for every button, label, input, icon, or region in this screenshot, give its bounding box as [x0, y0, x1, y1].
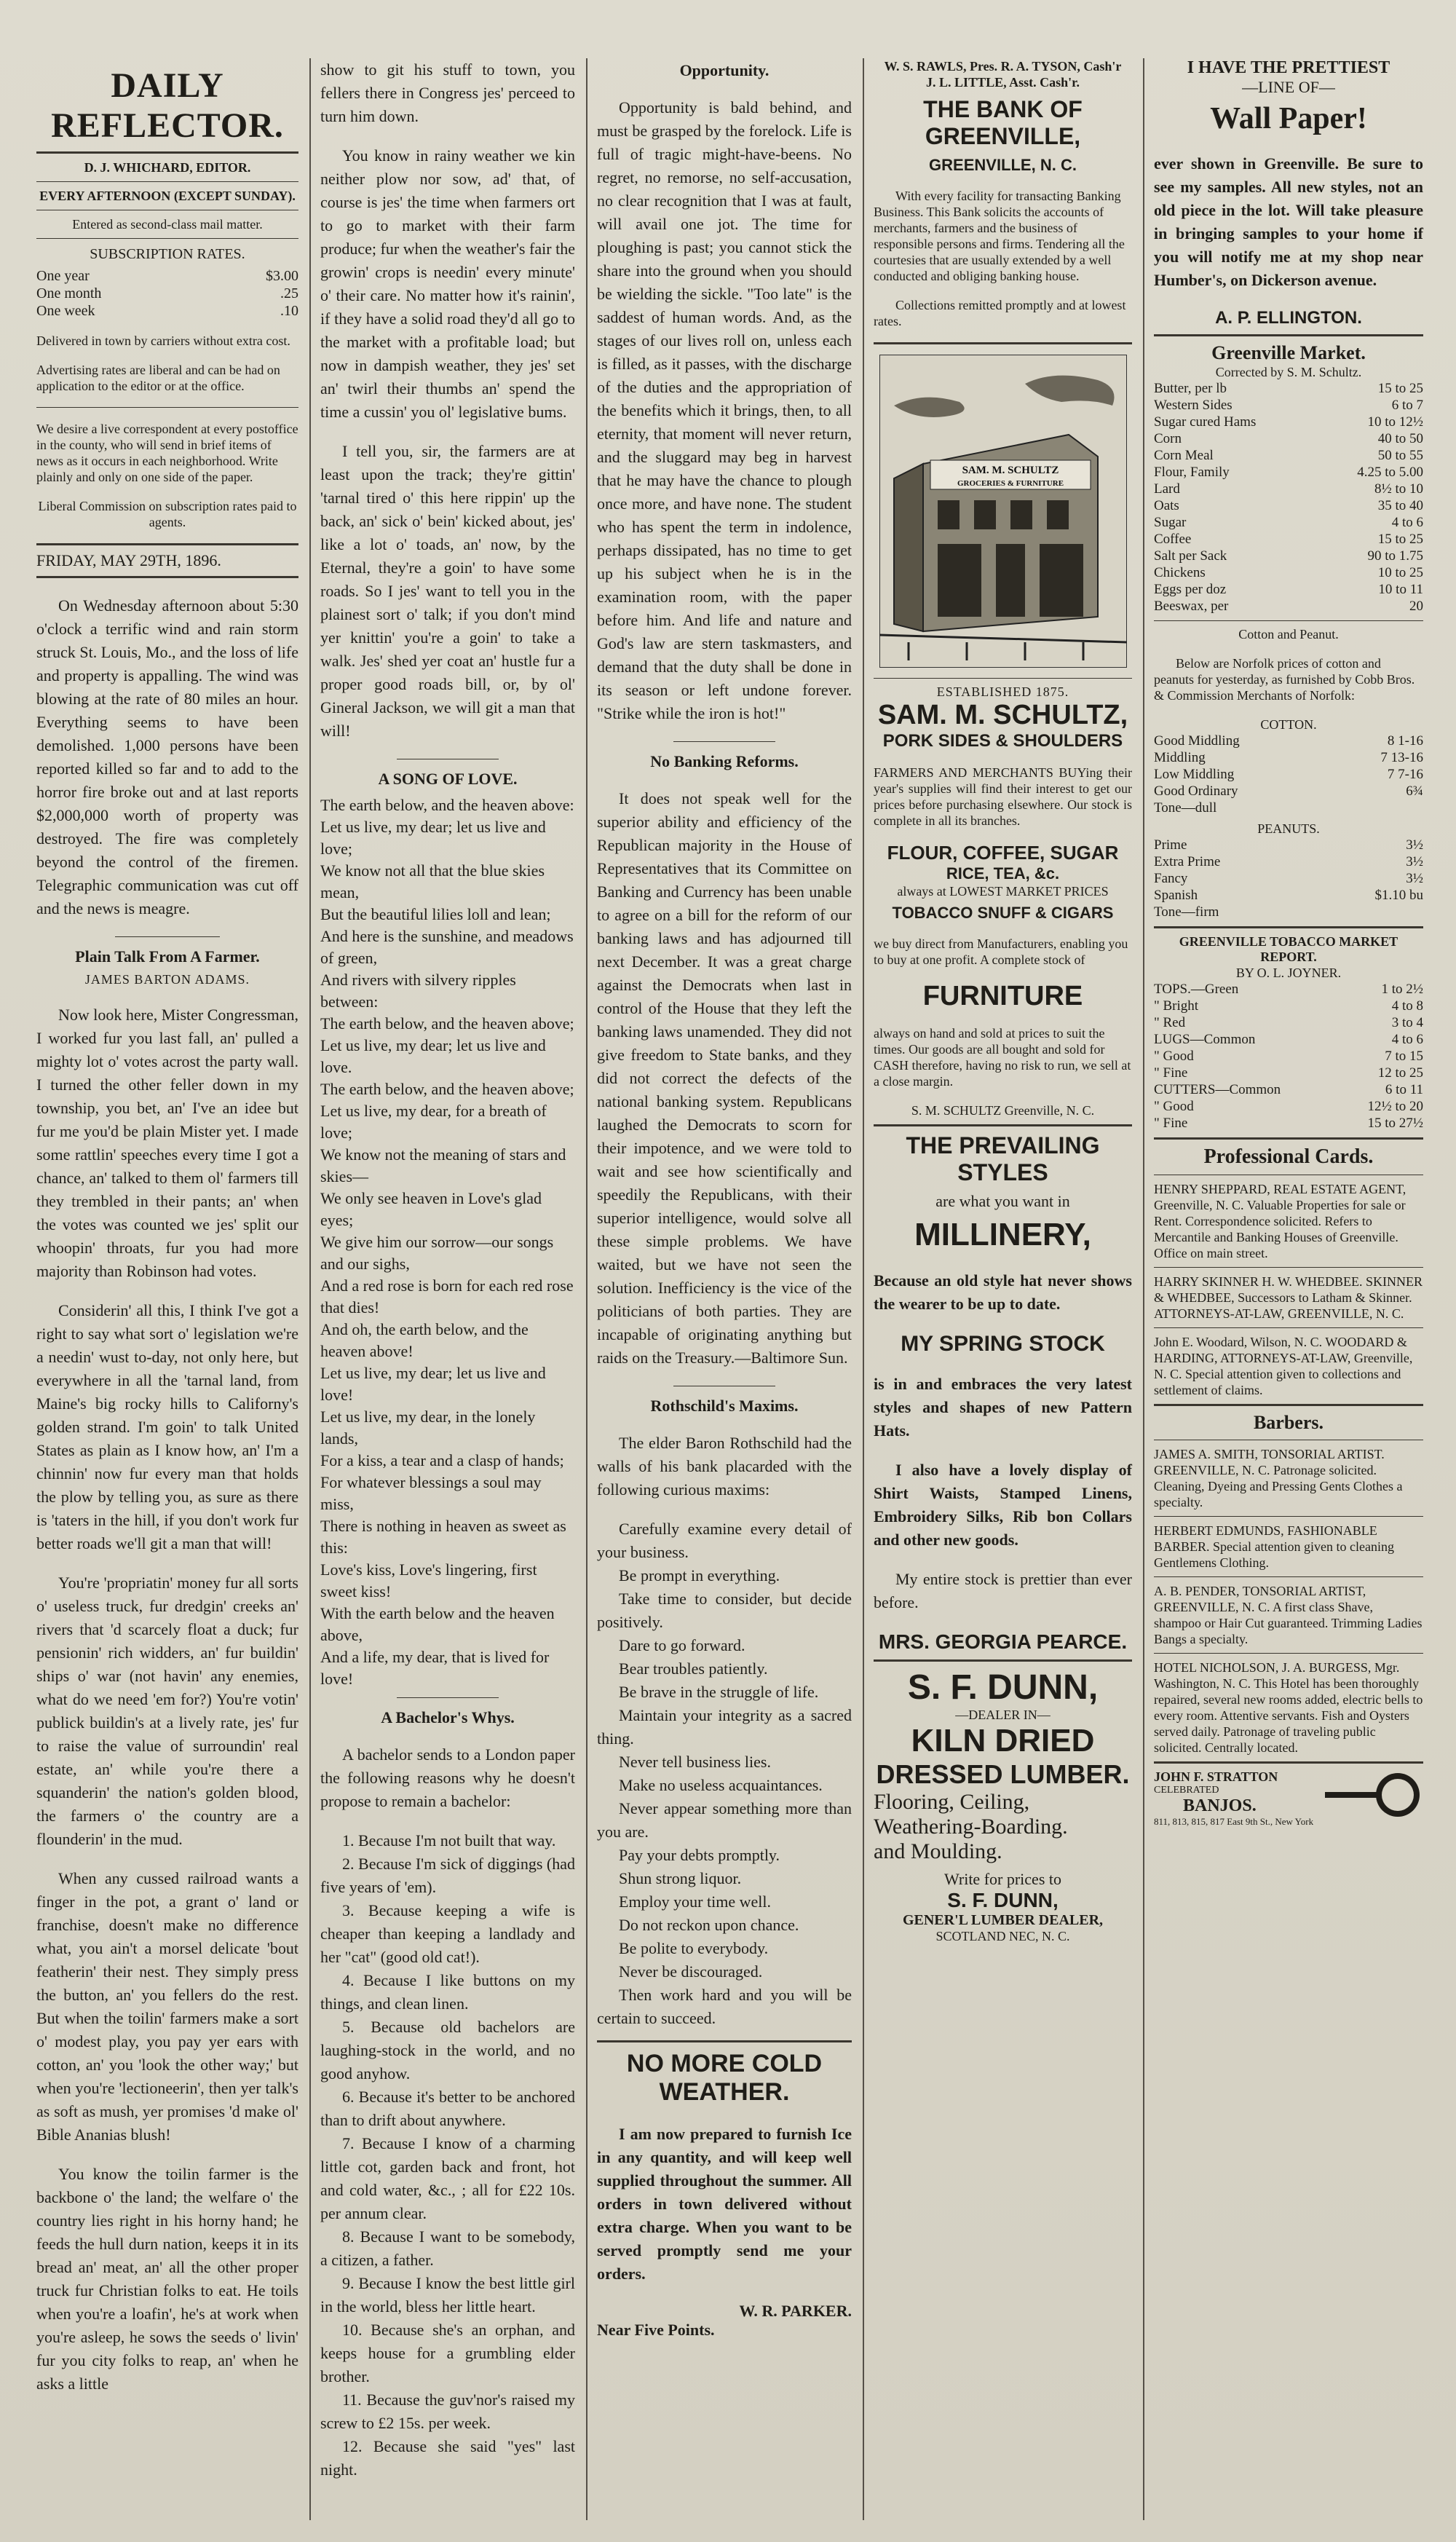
column-3: [590, 58, 859, 2520]
column-rule: [586, 58, 587, 2520]
price-value: 3½: [1406, 871, 1423, 886]
maxim-item: Dare to go forward.: [619, 1636, 745, 1654]
column-rule: [309, 58, 311, 2520]
card-woodard: John E. Woodard, Wilson, N. C. WOODARD & HARDING, ATTORNEYS-AT-LAW, Greenville, N. C. Special attention given to collections and settlement of claims.: [1154, 1335, 1413, 1397]
price-item: Low Middling: [1154, 767, 1235, 782]
cotton-headline: Cotton and Peanut.: [1238, 627, 1339, 642]
price-item: Butter, per lb: [1154, 381, 1227, 396]
price-value: 35 to 40: [1377, 498, 1423, 513]
card-smith: JAMES A. SMITH, TONSORIAL ARTIST. GREENVILLE, N. C. Patronage solicited. Cleaning, Dyeing and Pressing Gents Clothes a specialty.: [1154, 1447, 1403, 1509]
poem-line: We know not all that the blue skies mean,: [320, 861, 545, 901]
market-corrected-by: Corrected by S. M. Schultz.: [1215, 365, 1362, 379]
rate-row: One year $3.00: [36, 268, 298, 284]
bachelor-reason: 2. Because I'm sick of diggings (had five years of 'em).: [320, 1855, 575, 1896]
price-value: 1 to 2½: [1381, 982, 1423, 997]
styles-sub: are what you want in: [935, 1192, 1070, 1210]
price-item: Eggs per doz: [1154, 582, 1227, 597]
poem-line: For a kiss, a tear and a clasp of hands;: [320, 1451, 564, 1469]
price-row: [1154, 733, 1423, 749]
poem-line: The earth below, and the heaven above;: [320, 1080, 574, 1098]
rate-row: One month .25: [36, 285, 298, 301]
correspondent-note: We desire a live correspondent at every postoffice in the county, who will send in brief items of news as it occurs in each neighborhood. Write plainly and only on one side of the paper.: [36, 422, 298, 484]
moulding: and Moulding.: [874, 1839, 1002, 1863]
price-row: [1154, 837, 1423, 853]
price-item: Extra Prime: [1154, 854, 1221, 869]
column-1: [29, 58, 306, 2520]
price-item: CUTTERS—Common: [1154, 1082, 1281, 1097]
lumber-dealer: GENER'L LUMBER DEALER,: [902, 1912, 1104, 1928]
price-value: 8½ to 10: [1374, 481, 1423, 497]
bachelor-intro: A bachelor sends to a London paper the following reasons why he doesn't propose to remain a bachelor:: [320, 1745, 575, 1810]
price-row: [1154, 397, 1423, 414]
maxim-item: Carefully examine every detail of your business.: [597, 1520, 852, 1561]
price-row: [1154, 749, 1423, 766]
poem-line: Let us live, my dear, for a breath of love;: [320, 1102, 547, 1142]
price-value: 40 to 50: [1377, 431, 1423, 446]
editor-line: D. J. WHICHARD, EDITOR.: [84, 160, 251, 175]
price-row: [1154, 1081, 1423, 1098]
price-value: 8 1-16: [1387, 733, 1423, 749]
price-item: Middling: [1154, 750, 1206, 765]
rate-row: One week .10: [36, 303, 298, 319]
price-row: [1154, 1014, 1423, 1031]
price-item: Corn Meal: [1154, 448, 1214, 463]
bank-collections: Collections remitted promptly and at lowest rates.: [874, 298, 1126, 328]
commission-note: Liberal Commission on subscription rates paid to agents.: [38, 499, 297, 529]
wallpaper-body: ever shown in Greenville. Be sure to see my samples. All new styles, not an old piece in the lot. Will take pleasure in bringing samples to your home if you will notify me at my shop near Humber's, on Dickerson avenue.: [1154, 154, 1423, 289]
professional-headline: Professional Cards.: [1203, 1145, 1374, 1168]
poem-line: Let us live, my dear; let us live and love;: [320, 818, 546, 858]
price-row: [1154, 564, 1423, 581]
price-value: 15 to 27½: [1367, 1116, 1423, 1131]
price-row: [1154, 783, 1423, 800]
bachelor-reason: 5. Because old bachelors are laughing-stock in the world, and no good anyhow.: [320, 2018, 575, 2083]
price-item: " Red: [1154, 1015, 1186, 1030]
price-value: 10 to 25: [1377, 565, 1423, 580]
cotton-note: Below are Norfolk prices of cotton and peanuts for yesterday, as furnished by Cobb Bros. & Commission Merchants of Norfolk:: [1154, 656, 1415, 703]
flooring: Flooring, Ceiling,: [874, 1790, 1030, 1814]
bachelor-reason: 9. Because I know the best little girl in the world, bless her little heart.: [320, 2274, 575, 2316]
price-value: 6¾: [1406, 783, 1423, 799]
ice-headline: NO MORE COLD WEATHER.: [626, 2050, 823, 2106]
bachelor-reason: 1. Because I'm not built that way.: [342, 1831, 556, 1850]
cotton-label: COTTON.: [1260, 717, 1317, 732]
poem-line: The earth below, and the heaven above;: [320, 1014, 574, 1033]
price-item: Fancy: [1154, 871, 1188, 886]
display-body: I also have a lovely display of Shirt Waists, Stamped Linens, Embroidery Silks, Rib bon Collars and other new goods.: [874, 1461, 1132, 1549]
peanut-label: PEANUTS.: [1257, 821, 1320, 836]
schultz-rice: RICE, TEA, &c.: [946, 864, 1060, 883]
price-row: [1154, 430, 1423, 447]
column-4: [866, 58, 1139, 2520]
poem-line: Let us live, my dear; let us live and love!: [320, 1364, 546, 1404]
maxim-item: Be brave in the struggle of life.: [619, 1683, 819, 1701]
ice-location: Near Five Points.: [597, 2321, 715, 2339]
bachelor-reason: 4. Because I like buttons on my things, and clean linen.: [320, 1971, 575, 2013]
kiln-dried: KILN DRIED: [911, 1723, 1095, 1759]
price-value: $1.10 bu: [1374, 888, 1423, 903]
bachelor-list: [320, 1829, 575, 2482]
tobacco-by: BY O. L. JOYNER.: [1235, 966, 1342, 980]
poem-line: There is nothing in heaven as sweet as this:: [320, 1517, 566, 1557]
price-row: [1154, 481, 1423, 497]
price-item: LUGS—Common: [1154, 1032, 1256, 1047]
bank-city: GREENVILLE, N. C.: [929, 156, 1077, 174]
price-row: [1154, 1098, 1423, 1115]
price-item: Tone—dull: [1154, 800, 1217, 816]
dunn-name-2: S. F. DUNN,: [947, 1889, 1059, 1911]
delivery-note: Delivered in town by carriers without extra cost.: [36, 333, 290, 348]
price-item: Good Ordinary: [1154, 783, 1238, 799]
scotland-neck: SCOTLAND NEC, N. C.: [935, 1929, 1070, 1943]
poem-line: We only see heaven in Love's glad eyes;: [320, 1189, 542, 1229]
price-value: 3 to 4: [1391, 1015, 1423, 1030]
price-item: " Fine: [1154, 1065, 1188, 1081]
wallpaper-line-2: —LINE OF—: [1242, 78, 1335, 96]
price-row: [1154, 998, 1423, 1014]
banjo-ad: [1154, 1769, 1423, 1850]
song-poem: [320, 794, 575, 1690]
column-rule: [1143, 58, 1144, 2520]
price-item: Chickens: [1154, 565, 1206, 580]
storm-article: On Wednesday afternoon about 5:30 o'clock a terrific wind and rain storm struck St. Louis, Mo., and the loss of life and property is appalling. The wind was blowing at the rate of 80 miles an hour. Everything seems to have been demolished. 1,000 persons have been reported killed so far and to add to the horror fire broke out and at last reports $2,000,000 worth of property was destroyed. The fire was completely beyond the control of the firemen. Telegraphic communication was cut off and the news is meagre.: [36, 596, 298, 917]
schultz-buy: we buy direct from Manufacturers, enabling you to buy at one profit. A complete stock of: [874, 936, 1128, 967]
price-value: 3½: [1406, 854, 1423, 869]
store-sign-sub: GROCERIES & FURNITURE: [957, 479, 1064, 488]
bank-officers: J. L. LITTLE, Asst. Cash'r.: [926, 75, 1080, 90]
price-value: 7 7-16: [1387, 767, 1423, 782]
pearce-name: MRS. GEORGIA PEARCE.: [878, 1630, 1128, 1653]
established: ESTABLISHED 1875.: [936, 684, 1069, 699]
tobacco-list: [1154, 981, 1423, 1132]
bank-officers: W. S. RAWLS, Pres. R. A. TYSON, Cash'r: [884, 59, 1122, 74]
schultz-tobacco: TOBACCO SNUFF & CIGARS: [892, 904, 1114, 922]
price-value: 4 to 8: [1391, 998, 1423, 1014]
price-row: [1154, 1115, 1423, 1132]
poem-line: We give him our sorrow—our songs and our sighs,: [320, 1233, 554, 1273]
column-5: [1147, 58, 1431, 2520]
bachelor-reason: 12. Because she said "yes" last night.: [320, 2437, 575, 2479]
column-2: [313, 58, 582, 2520]
poem-line: We know not the meaning of stars and skies—: [320, 1145, 566, 1185]
poem-line: Love's kiss, Love's lingering, first sweet kiss!: [320, 1560, 537, 1600]
price-item: Prime: [1154, 837, 1187, 853]
schultz-flour: FLOUR, COFFEE, SUGAR: [887, 842, 1119, 864]
schultz-name: SAM. M. SCHULTZ,: [877, 700, 1128, 730]
rates-list: [36, 267, 298, 320]
farmer-paragraph: When any cussed railroad wants a finger in the pot, a grant o' land or franchise, doesn't make no difference what, you ain't a morsel delicate 'bout featherin' their nest. They simply press the button, an' you fellers do the rest. But when the toilin' farmers make a sort o' modest play, you pay yer ears with cotton, an' you 'look the other way;' but when you're 'lectioneerin', then yer talk's as soft as mush, yer promises 'd make ol' Bible Ananias blush!: [36, 1869, 298, 2144]
peanut-list: [1154, 837, 1423, 920]
maxim-item: Pay your debts promptly.: [619, 1846, 780, 1864]
weathering: Weathering-Boarding.: [874, 1815, 1068, 1839]
rothschild-intro: The elder Baron Rothschild had the walls of his bank placarded with the following curious maxims:: [597, 1434, 852, 1499]
stratton-celebrated: CELEBRATED: [1154, 1785, 1219, 1796]
maxim-item: Then work hard and you will be certain to succeed.: [597, 1986, 852, 2027]
dressed-lumber: DRESSED LUMBER.: [876, 1759, 1130, 1789]
price-item: Spanish: [1154, 888, 1198, 903]
price-row: [1154, 464, 1423, 481]
price-value: 90 to 1.75: [1367, 548, 1423, 564]
price-row: [1154, 414, 1423, 430]
price-row: [1154, 853, 1423, 870]
price-item: TOPS.—Green: [1154, 982, 1239, 997]
wallpaper-line-1: I HAVE THE PRETTIEST: [1187, 58, 1390, 77]
poem-line: But the beautiful lilies loll and lean;: [320, 905, 551, 923]
price-row: [1154, 598, 1423, 615]
schultz-body: FARMERS AND MERCHANTS BUYing their year's supplies will find their interest to get our prices before purchasing elsewhere. Our stock is complete in all its branches.: [874, 765, 1132, 828]
poem-line: For whatever blessings a soul may miss,: [320, 1473, 542, 1513]
price-item: Good Middling: [1154, 733, 1240, 749]
bachelor-reason: 10. Because she's an orphan, and keeps house for a grumbling elder brother.: [320, 2321, 575, 2385]
ellington-name: A. P. ELLINGTON.: [1215, 308, 1362, 328]
price-item: Lard: [1154, 481, 1180, 497]
schultz-signature: S. M. SCHULTZ Greenville, N. C.: [911, 1103, 1095, 1118]
price-row: [1154, 1065, 1423, 1081]
farmer-paragraph: You're 'propriatin' money fur all sorts o' useless truck, fur dredgin' creeks an' rivers that 'd scarcely float a duck; fur pensionin' rich widders, an' fur buildin' ships o' war (not havin' any enemies, what do we need 'em for?) You're votin' publick buildin's at a lively rate, jes' fur to raise the value of surroundin' real estate, an' while you're there a squanderin' the nation's golden blood, the farmers o' the country are a flounderin' in the mud.: [36, 1574, 298, 1848]
spring-stock: MY SPRING STOCK: [901, 1332, 1105, 1356]
opportunity-article: Opportunity is bald behind, and must be grasped by the forelock. Life is full of tragic might-have-beens. No regret, no remorse, no self-accusation, no clear recognition that I was at fault, will avail one jot. The time for ploughing is past; you cannot stick the share into the ground when you should be wielding the sickle. "Too late" is the saddest of human words. And, as the stages of our lives roll on, unless each is filled, as it passes, with the discharge of the duties and the appropriation of the benefits which it brings, then, to all eternity, that moment will never return, and the sluggard may beg in harvest that he may have the chance to plough once more, and have none. The student who has spent the term in indolence, perhaps dissipated, has no time to get up his subject when he is in the examination room, with the paper before him. And life and nature and God's law are stern taskmasters, and demand that the duty shall be done in its season or left undone forever. "Strike while the iron is hot!": [597, 98, 852, 722]
price-row: [1154, 766, 1423, 783]
bachelor-reason: 8. Because I want to be somebody, a citizen, a father.: [320, 2227, 575, 2269]
wallpaper-headline: Wall Paper!: [1210, 102, 1367, 135]
store-sign: SAM. M. SCHULTZ: [962, 465, 1059, 476]
maxim-item: Be prompt in everything.: [619, 1566, 780, 1584]
price-value: 10 to 12½: [1367, 414, 1423, 430]
price-row: [1154, 800, 1423, 816]
card-hotel: HOTEL NICHOLSON, J. A. BURGESS, Mgr. Washington, N. C. This Hotel has been thoroughly repaired, several new rooms added, electric bells to every room. Attentive servants. Fish and Oysters served daily. Patronage of traveling public solicited. Centrally located.: [1154, 1660, 1423, 1755]
price-value: 7 to 15: [1385, 1049, 1423, 1064]
maxim-item: Take time to consider, but decide positively.: [597, 1590, 852, 1631]
price-row: [1154, 380, 1423, 397]
price-row: [1154, 531, 1423, 548]
card-pender: A. B. PENDER, TONSORIAL ARTIST, GREENVILLE, N. C. A first class Shave, shampoo or Hair Cut guaranteed. Trimming Ladies Bangs a specialty.: [1154, 1584, 1423, 1646]
millinery: MILLINERY,: [914, 1217, 1091, 1252]
dateline: FRIDAY, MAY 29TH, 1896.: [36, 551, 221, 569]
maxim-item: Never tell business lies.: [619, 1753, 771, 1771]
price-row: [1154, 981, 1423, 998]
maxim-item: Do not reckon upon chance.: [619, 1916, 799, 1934]
price-row: [1154, 548, 1423, 564]
maxim-item: Maintain your integrity as a sacred thing.: [597, 1706, 852, 1748]
price-row: [1154, 1048, 1423, 1065]
price-item: Beeswax, per: [1154, 599, 1229, 614]
banking-article: It does not speak well for the superior ability and efficiency of the Republican majority in the House of Representatives that its Committee on Banking and Currency has been unable to agree on a bill for the reform of our banking laws and has adjourned till next December. It was a great charge against the Democrats when last in control of the House that they left the banking laws unamended. They did not give freedom to State banks, and they did not correct the defects of the national banking system. Republicans laughed the Democrats to scorn for their impotence, and we were told to wait and see how scientifically and speedily the Republicans, with their superior intelligence, would solve all these simple problems. We have waited, but we have not seen the solution. Inefficiency is the vice of the politicians of both parties. They are incapable of originating anything but raids on the Treasury.—Baltimore Sun.: [597, 789, 852, 1367]
price-value: 15 to 25: [1377, 532, 1423, 547]
price-item: Salt per Sack: [1154, 548, 1227, 564]
schultz-pork: PORK SIDES & SHOULDERS: [882, 731, 1123, 751]
price-value: 15 to 25: [1377, 381, 1423, 396]
farmer-byline: JAMES BARTON ADAMS.: [84, 972, 250, 987]
barbers-headline: Barbers.: [1253, 1412, 1324, 1433]
price-item: Sugar cured Hams: [1154, 414, 1257, 430]
banjo-icon: [1321, 1769, 1423, 1820]
advertising-note: Advertising rates are liberal and can be had on application to the editor or at the office.: [36, 363, 280, 393]
dealer-in: —DEALER IN—: [955, 1708, 1051, 1722]
market-list: [1154, 380, 1423, 615]
price-item: Tone—firm: [1154, 904, 1219, 920]
price-item: Oats: [1154, 498, 1179, 513]
farmer-paragraph: Considerin' all this, I think I've got a right to say what sort o' legislation we're a needin' wust to-day, not only here, but everywhere in all the 'tarnal land, from Maine's big rocky hills to Californy's golden strand. I'm goin' to talk United States as plain as I know how, an' I'm a chinnin' now fur every man that holds the plow by telling you, as sure as there is 'taters in the hill, if you don't work fur better roads we'll git a man that will!: [36, 1301, 298, 1552]
bachelor-reason: 3. Because keeping a wife is cheaper than keeping a landlady and her "cat" (good old cat!).: [320, 1901, 575, 1966]
bank-name: THE BANK OF GREENVILLE,: [923, 96, 1083, 149]
rothschild-headline: Rothschild's Maxims.: [650, 1397, 799, 1415]
column-rule: [863, 58, 864, 2520]
price-value: 12 to 25: [1377, 1065, 1423, 1081]
card-sheppard: HENRY SHEPPARD, REAL ESTATE AGENT, Greenville, N. C. Valuable Properties for sale or Rent. Correspondence solicited. Refers to Mercantile and Banking Houses of Greenville. Office on main street.: [1154, 1182, 1406, 1260]
price-row: [1154, 887, 1423, 904]
poem-line: The earth below, and the heaven above:: [320, 796, 574, 814]
bachelor-reason: 11. Because the guv'nor's raised my screw to £2 15s. per week.: [320, 2391, 575, 2432]
price-row: [1154, 1031, 1423, 1048]
masthead-title: DAILY REFLECTOR.: [51, 66, 284, 145]
farmer-paragraph: I tell you, sir, the farmers are at least upon the track; they're gittin' 'tarnal tired o' this here rippin' up the back, an' sick o' bein' kicked about, jes' like a lot o' toads, an' now, by the Eternal, they're a goin' to have some roads. So I jes' want to tell you in the plainest sort o' talk; if you don't mind yer knittin' you're a goin' to take a walk. Jes' shed yer coat an' hustle fur a proper good roads bill, or, by ol' Gineral Jackson, we will git a man that will!: [320, 442, 575, 740]
poem-line: And here is the sunshine, and meadows of green,: [320, 927, 574, 967]
rates-title: SUBSCRIPTION RATES.: [90, 246, 245, 262]
poem-line: And a life, my dear, that is lived for love!: [320, 1648, 550, 1688]
price-value: 4.25 to 5.00: [1357, 465, 1423, 480]
price-item: " Bright: [1154, 998, 1199, 1014]
styles-headline: THE PREVAILING STYLES: [906, 1132, 1100, 1185]
millinery-body: Because an old style hat never shows the wearer to be up to date.: [874, 1271, 1132, 1313]
cotton-list: [1154, 733, 1423, 816]
maxim-item: Bear troubles patiently.: [619, 1659, 768, 1678]
price-value: 12½ to 20: [1367, 1099, 1423, 1114]
price-value: 6 to 11: [1385, 1082, 1423, 1097]
schultz-low: always at LOWEST MARKET PRICES: [897, 884, 1109, 899]
bachelor-reason: 7. Because I know of a charming little cot, garden back and front, hot and cold water, &c., ; all for £22 10s. per annum clear.: [320, 2134, 575, 2222]
opportunity-headline: Opportunity.: [679, 61, 769, 79]
price-row: [1154, 581, 1423, 598]
price-value: 4 to 6: [1391, 1032, 1423, 1047]
schultz-furniture-body: always on hand and sold at prices to suit the times. Our goods are all bought and sold for CASH therefore, having no risk to run, we sell at a close margin.: [874, 1026, 1131, 1089]
maxim-item: Be polite to everybody.: [619, 1939, 769, 1957]
farmer-paragraph: You know the toilin farmer is the backbone o' the land; the welfare o' the country lies right in his horny hand; he feeds the hull durn nation, keeps it in its bread an' meat, an' all the other proper truck fur Christian folks to eat. He toils when you're a loafin', he's at work when you're asleep, he sows the seeds o' livin' fur you city folks to reap, an' when he asks a little: [36, 2165, 298, 2393]
farmer-headline: Plain Talk From A Farmer.: [75, 947, 260, 966]
price-item: " Good: [1154, 1099, 1194, 1114]
maxims-list: [597, 1517, 852, 2030]
price-item: Sugar: [1154, 515, 1187, 530]
card-skinner: HARRY SKINNER H. W. WHEDBEE. SKINNER & WHEDBEE, Successors to Latham & Skinner. ATTORNEYS-AT-LAW, GREENVILLE, N. C.: [1154, 1274, 1423, 1321]
price-value: 50 to 55: [1377, 448, 1423, 463]
poem-line: Let us live, my dear, in the lonely lands,: [320, 1408, 536, 1448]
bachelor-headline: A Bachelor's Whys.: [381, 1708, 515, 1726]
maxim-item: Shun strong liquor.: [619, 1869, 742, 1887]
dunn-name: S. F. DUNN,: [907, 1668, 1099, 1707]
poem-line: Let us live, my dear; let us live and love.: [320, 1036, 546, 1076]
entered-line: Entered as second-class mail matter.: [72, 217, 263, 232]
card-edmunds: HERBERT EDMUNDS, FASHIONABLE BARBER. Special attention given to cleaning Gentlemens Clothing.: [1154, 1523, 1394, 1570]
price-row: [1154, 870, 1423, 887]
market-headline: Greenville Market.: [1211, 342, 1366, 363]
banking-headline: No Banking Reforms.: [650, 752, 799, 770]
poem-line: And a red rose is born for each red rose that dies!: [320, 1276, 574, 1317]
tobacco-headline: GREENVILLE TOBACCO MARKET REPORT.: [1179, 934, 1398, 964]
price-value: 20: [1409, 599, 1423, 614]
stratton-banjos: BANJOS.: [1183, 1796, 1257, 1815]
maxim-item: Make no useless acquaintances.: [619, 1776, 823, 1794]
price-row: [1154, 447, 1423, 464]
price-value: 4 to 6: [1391, 515, 1423, 530]
bachelor-reason: 6. Because it's better to be anchored than to drift about anywhere.: [320, 2088, 575, 2129]
maxim-item: Never be discouraged.: [619, 1962, 763, 1981]
stratton-address: 811, 813, 815, 817 East 9th St., New York: [1154, 1816, 1314, 1827]
price-item: Western Sides: [1154, 398, 1233, 413]
price-item: Flour, Family: [1154, 465, 1230, 480]
price-row: [1154, 514, 1423, 531]
song-headline: A SONG OF LOVE.: [378, 770, 518, 788]
price-value: 10 to 11: [1378, 582, 1423, 597]
poem-line: And rivers with silvery ripples between:: [320, 971, 516, 1011]
write-for-prices: Write for prices to: [944, 1870, 1061, 1888]
maxim-item: Never appear something more than you are.: [597, 1799, 852, 1841]
price-item: Coffee: [1154, 532, 1192, 547]
maxim-item: Employ your time well.: [619, 1892, 771, 1911]
prettier-body: My entire stock is prettier than ever before.: [874, 1570, 1132, 1611]
poem-line: With the earth below and the heaven above,: [320, 1604, 555, 1644]
farmer-continued: show to git his stuff to town, you fellers there in Congress jes' perceed to turn him down.: [320, 60, 575, 125]
store-engraving: [879, 355, 1127, 668]
price-row: [1154, 904, 1423, 920]
price-value: 3½: [1406, 837, 1423, 853]
bank-body: With every facility for transacting Banking Business. This Bank solicits the accounts of merchants, farmers and the business of responsible persons and firms. Tendering all the courtesies that are usually extended by a well conducted and obliging banking house.: [874, 189, 1125, 283]
stratton-name: JOHN F. STRATTON: [1154, 1769, 1278, 1784]
price-item: " Good: [1154, 1049, 1194, 1064]
farmer-paragraph: You know in rainy weather we kin neither plow nor sow, ad' that, of course is jes' the time when farmers ort to go to market with their farm produce; fur when the weather's fair the growin' crops is needin' every minute' o' their care. No matter how it's rainin', if they have a solid road they'd all go to the market with a profitable load; but now in dampish weather, they jes' set an' twirl their thumbs an' spend the time a cussin' you ol' legislative bums.: [320, 146, 575, 421]
price-item: Corn: [1154, 431, 1182, 446]
price-row: [1154, 497, 1423, 514]
price-value: 7 13-16: [1380, 750, 1423, 765]
ice-signature: W. R. PARKER.: [739, 2302, 852, 2320]
farmer-paragraph: Now look here, Mister Congressman, I worked fur you last fall, an' pulled a mighty lot o' votes acrost the party wall. I turned the other feller down in my township, you bet, an' I've an idee but fur me you'd be plain Mister yet. I made some rattlin' speeches every time I got a chance, an' talked to them ol' farmers till they trembled in their pants; an' when the votes was counted we jes' split our whoopin' throats, fur you had more majority than Robinson had votes.: [36, 1006, 298, 1280]
spring-body: is in and embraces the very latest styles and shapes of new Pattern Hats.: [874, 1375, 1132, 1440]
price-value: 6 to 7: [1391, 398, 1423, 413]
price-item: " Fine: [1154, 1116, 1188, 1131]
schedule-line: EVERY AFTERNOON (EXCEPT SUNDAY).: [39, 189, 296, 203]
ice-body: I am now prepared to furnish Ice in any quantity, and will keep well supplied throughout the summer. All orders in town delivered without extra charge. When you want to be served promptly send me your orders.: [597, 2125, 852, 2283]
schultz-furniture: FURNITURE: [922, 981, 1083, 1011]
poem-line: And oh, the earth below, and the heaven above!: [320, 1320, 529, 1360]
